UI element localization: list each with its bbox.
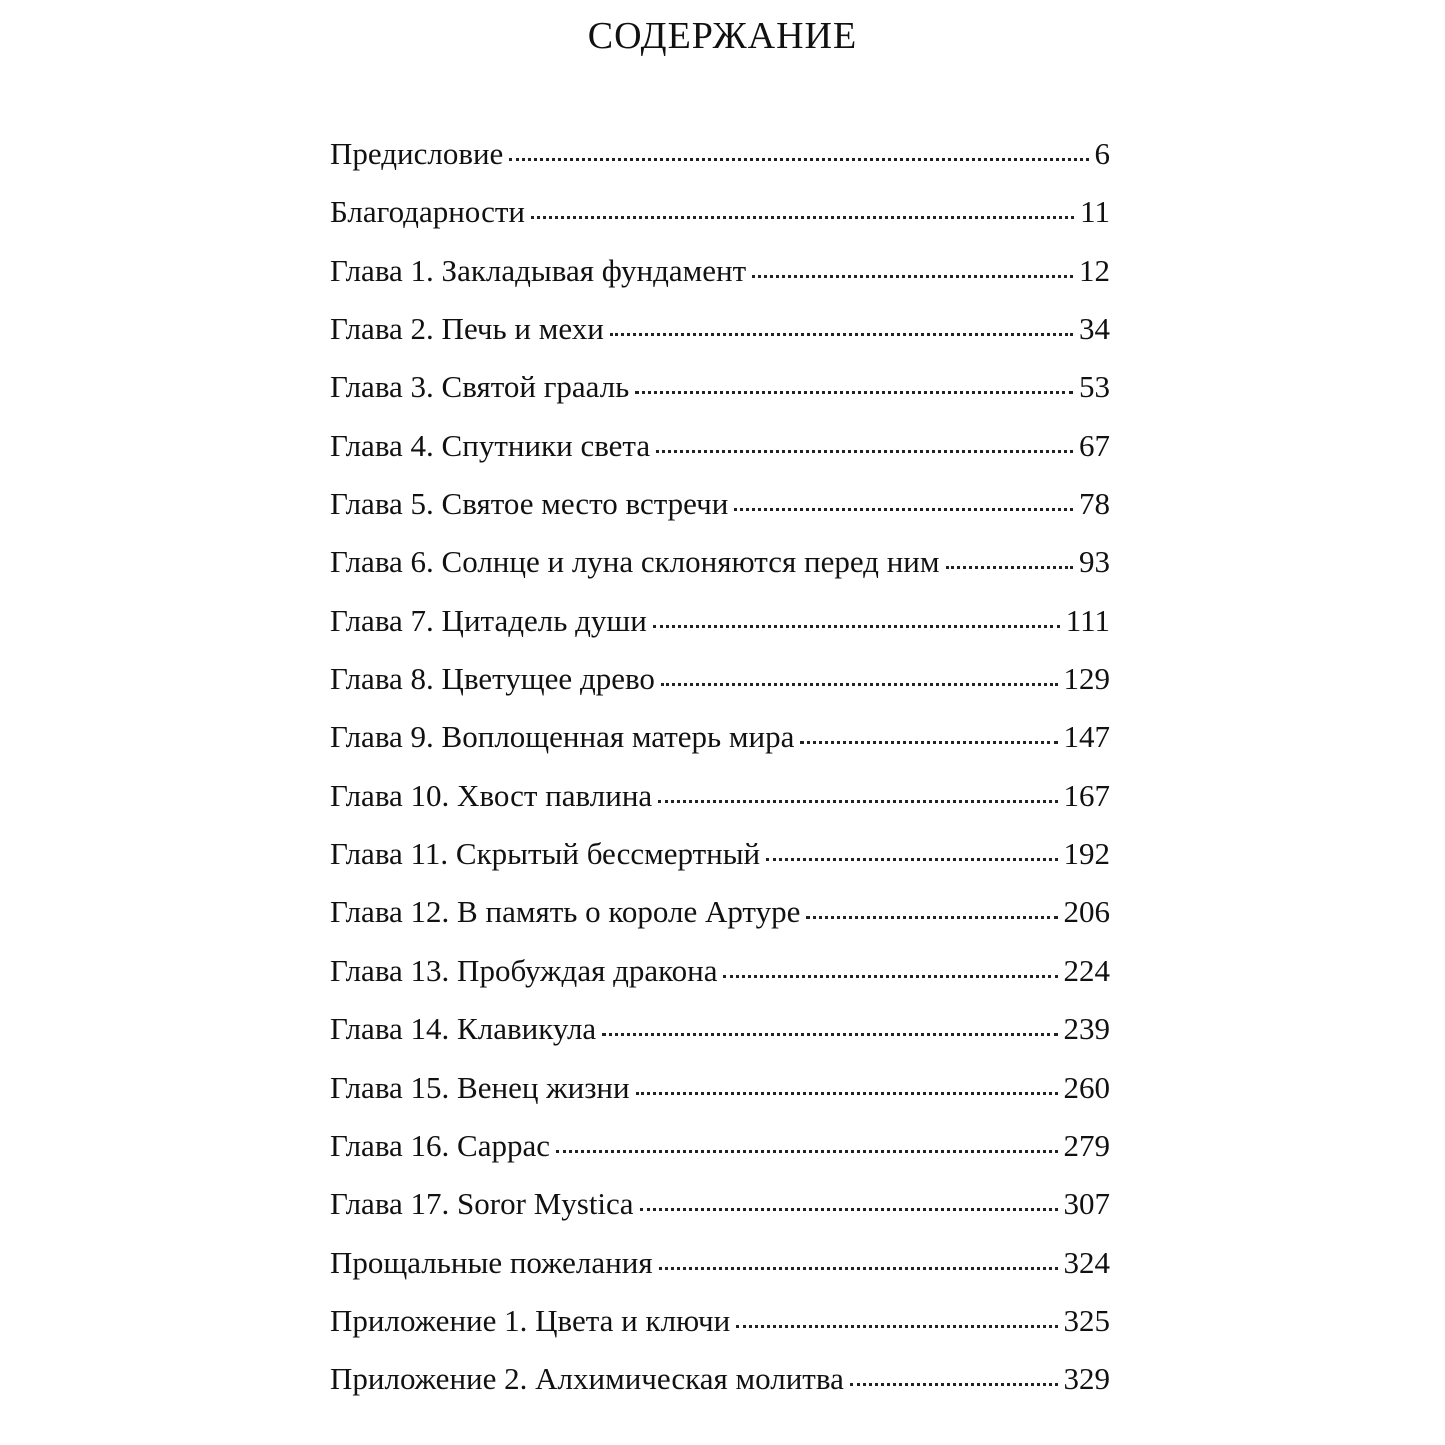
dot-leader [658, 800, 1057, 803]
toc-entry [330, 1070, 1110, 1128]
dot-leader [610, 333, 1073, 336]
dot-leader [656, 450, 1073, 453]
dot-leader [556, 1150, 1057, 1153]
toc-entry-label: Прощальные пожелания [330, 1244, 653, 1280]
dot-leader [752, 275, 1073, 278]
toc-entry-page-number: 260 [1063, 1069, 1110, 1105]
toc-entry [330, 661, 1110, 719]
toc-entry-page-number: 147 [1063, 719, 1110, 755]
toc-entry-label: Приложение 1. Цвета и ключи [330, 1302, 731, 1338]
toc-entry-label: Глава 16. Саррас [330, 1127, 551, 1163]
toc-entry-label: Глава 3. Святой грааль [330, 369, 630, 405]
toc-entry-page-number: 192 [1063, 836, 1110, 872]
dot-leader [723, 975, 1057, 978]
toc-entry-label: Глава 8. Цветущее древо [330, 661, 655, 697]
toc-entry-page-number: 329 [1063, 1361, 1110, 1397]
toc-entry [330, 486, 1110, 544]
toc-entry-label: Приложение 2. Алхимическая молитва [330, 1361, 844, 1397]
dot-leader [659, 1267, 1058, 1270]
toc-entry [330, 894, 1110, 952]
toc-entry [330, 253, 1110, 311]
toc-entry-page-number: 53 [1079, 369, 1110, 405]
page-title: СОДЕРЖАНИЕ [587, 15, 858, 57]
toc-entry [330, 778, 1110, 836]
toc-entry [330, 719, 1110, 777]
toc-entry [330, 428, 1110, 486]
toc-entry-label: Глава 7. Цитадель души [330, 602, 647, 638]
toc-entry-page-number: 78 [1079, 486, 1110, 522]
toc-entry-label: Глава 11. Скрытый бессмертный [330, 836, 761, 872]
toc-entry-page-number: 34 [1079, 311, 1110, 347]
toc-entry-label: Глава 13. Пробуждая дракона [330, 952, 718, 988]
dot-leader [509, 158, 1088, 161]
toc-entry [330, 369, 1110, 427]
toc-entry [330, 836, 1110, 894]
toc-entry [330, 1128, 1110, 1186]
toc-entry-page-number: 111 [1065, 602, 1110, 638]
dot-leader [653, 625, 1060, 628]
dot-leader [800, 741, 1057, 744]
toc-entry-label: Глава 2. Печь и мехи [330, 311, 604, 347]
toc-entry-label: Глава 12. В память о короле Артуре [330, 894, 801, 930]
toc-entry-page-number: 129 [1063, 661, 1110, 697]
toc-entry [330, 136, 1110, 194]
toc-entry-label: Глава 15. Венец жизни [330, 1069, 630, 1105]
toc-entry-label: Глава 4. Спутники света [330, 427, 651, 463]
dot-leader [635, 391, 1073, 394]
toc-entry-page-number: 93 [1079, 544, 1110, 580]
toc-entry [330, 544, 1110, 602]
toc-entry [330, 194, 1110, 252]
toc-entry-page-number: 12 [1079, 252, 1110, 288]
dot-leader [850, 1383, 1058, 1386]
toc-entry [330, 1011, 1110, 1069]
toc-entry-label: Глава 6. Солнце и луна склоняются перед ним [330, 544, 940, 580]
toc-entry-page-number: 67 [1079, 427, 1110, 463]
toc-entry-label: Глава 9. Воплощенная матерь мира [330, 719, 795, 755]
toc-entry-page-number: 6 [1094, 136, 1110, 171]
toc-entry-page-number: 239 [1063, 1011, 1110, 1047]
toc-entry [330, 603, 1110, 661]
toc-entry [330, 1361, 1110, 1419]
dot-leader [734, 508, 1073, 511]
dot-leader [661, 683, 1058, 686]
toc-entry-page-number: 11 [1080, 194, 1110, 230]
toc-entry-label: Глава 5. Святое место встречи [330, 486, 729, 522]
dot-leader [636, 1092, 1058, 1095]
dot-leader [736, 1325, 1057, 1328]
dot-leader [602, 1033, 1057, 1036]
toc-entry-page-number: 167 [1063, 777, 1110, 813]
toc-entry-label: Предисловие [330, 136, 504, 171]
toc-entry-label: Благодарности [330, 194, 525, 230]
toc-entry [330, 1186, 1110, 1244]
dot-leader [946, 566, 1074, 569]
dot-leader [806, 916, 1057, 919]
toc-entry-label: Глава 17. Soror Mystica [330, 1186, 634, 1222]
toc-entry [330, 1303, 1110, 1361]
toc-entry-page-number: 224 [1063, 952, 1110, 988]
toc-entry-page-number: 307 [1063, 1186, 1110, 1222]
toc-entry [330, 953, 1110, 1011]
toc-entry-label: Глава 1. Закладывая фундамент [330, 252, 747, 288]
toc-entry [330, 311, 1110, 369]
toc-entry-label: Глава 14. Клавикула [330, 1011, 597, 1047]
toc-entry-label: Глава 10. Хвост павлина [330, 777, 653, 813]
dot-leader [766, 858, 1057, 861]
toc-entry [330, 1245, 1110, 1303]
toc-entry-page-number: 324 [1063, 1244, 1110, 1280]
toc-entry-page-number: 206 [1063, 894, 1110, 930]
dot-leader [531, 216, 1074, 219]
toc-entry-page-number: 325 [1063, 1302, 1110, 1338]
toc-entry-page-number: 279 [1063, 1127, 1110, 1163]
dot-leader [640, 1208, 1058, 1211]
table-of-contents [330, 136, 1110, 1420]
